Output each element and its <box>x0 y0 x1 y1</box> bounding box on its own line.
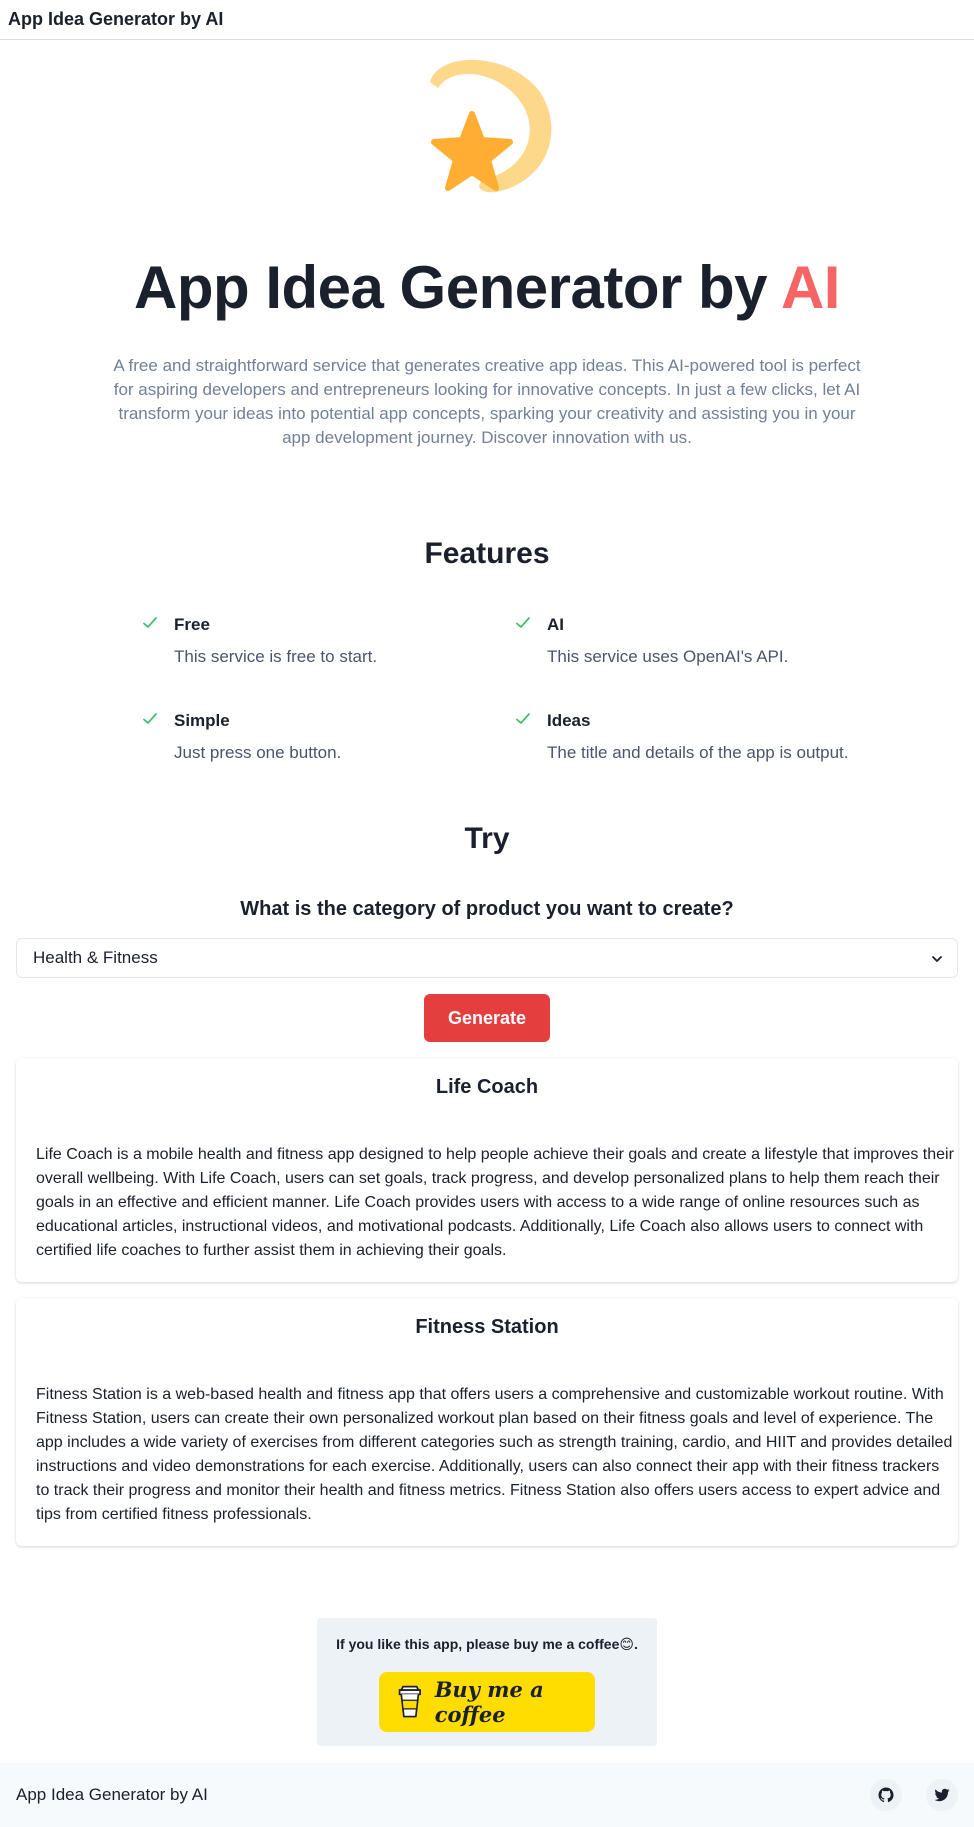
github-icon <box>878 1787 894 1803</box>
result-body: Life Coach is a mobile health and fitness app designed to help people achieve their goals and create a lifestyle that improves their overall wellbeing. With Life Coach, users can set goals, track progress, and develop personalized plans to help them reach their goals in an effective and efficient manner. Life Coach provides users with access to a wide range of online resources such as educational articles, instructional videos, and motivational podcasts. Additionally, Life Coach also allows users to connect with certified life coaches to further assist them in achieving their goals. <box>36 1146 954 1259</box>
coffee-cup-icon <box>397 1682 423 1722</box>
twitter-link[interactable] <box>926 1779 958 1811</box>
shooting-star-icon <box>418 52 568 202</box>
category-select-value: Health & Fitness <box>33 948 158 967</box>
feature-text: This service is free to start. <box>174 647 378 666</box>
result-card <box>16 1058 958 1282</box>
result-title: Life Coach <box>435 1076 539 1098</box>
category-select[interactable] <box>16 938 958 978</box>
generate-button[interactable]: Generate <box>424 994 550 1042</box>
feature-title: Free <box>174 615 210 634</box>
check-icon <box>515 615 531 631</box>
page-title <box>0 253 974 322</box>
footer <box>0 1763 974 1827</box>
coffee-box <box>317 1618 657 1746</box>
buy-me-a-coffee-button[interactable] <box>379 1672 595 1732</box>
chevron-down-icon <box>929 951 945 967</box>
feature-title: Ideas <box>547 711 591 730</box>
result-title: Fitness Station <box>415 1316 559 1338</box>
app-title[interactable]: App Idea Generator by AI <box>8 9 224 29</box>
footer-title: App Idea Generator by AI <box>16 1785 208 1804</box>
feature-text: This service uses OpenAI's API. <box>547 647 789 666</box>
feature-text: Just press one button. <box>174 743 342 762</box>
page-title-accent: AI <box>780 254 840 321</box>
feature-title: AI <box>547 615 564 634</box>
coffee-button-label: Buy me a coffee <box>434 1677 544 1727</box>
features-heading: Features <box>424 537 550 570</box>
category-question: What is the category of product you want to create? <box>240 898 734 920</box>
result-card <box>16 1298 958 1546</box>
feature-title: Simple <box>174 711 230 730</box>
hero-description: A free and straightforward service that generates creative app ideas. This AI-powered tool is perfect for aspiring developers and entrepreneurs looking for innovative concepts. In just a few clicks, let AI transform your ideas into potential app concepts, sparking your creativity and assisting you in your app development journey. Discover innovation with us. <box>113 356 861 447</box>
result-body: Fitness Station is a web-based health and fitness app that offers users a comprehensive and customizable workout routine. With Fitness Station, users can create their own personalized workout plan based on their fitness goals and level of experience. The app includes a wide variety of exercises from different categories such as strength training, cardio, and HIIT and provides detailed instructions and video demonstrations for each exercise. Additionally, users can also connect their app with their fitness trackers to track their progress and monitor their health and fitness metrics. Fitness Station also offers users access to expert advice and tips from certified fitness professionals. <box>36 1386 953 1523</box>
check-icon <box>515 711 531 727</box>
try-heading: Try <box>464 822 510 855</box>
github-link[interactable] <box>870 1779 902 1811</box>
top-bar <box>0 0 974 40</box>
check-icon <box>142 711 158 727</box>
coffee-text: If you like this app, please buy me a coffee😊. <box>336 1636 638 1652</box>
feature-text: The title and details of the app is output. <box>547 743 849 762</box>
twitter-icon <box>934 1787 950 1803</box>
page-title-main: App Idea Generator by <box>134 254 781 321</box>
check-icon <box>142 615 158 631</box>
